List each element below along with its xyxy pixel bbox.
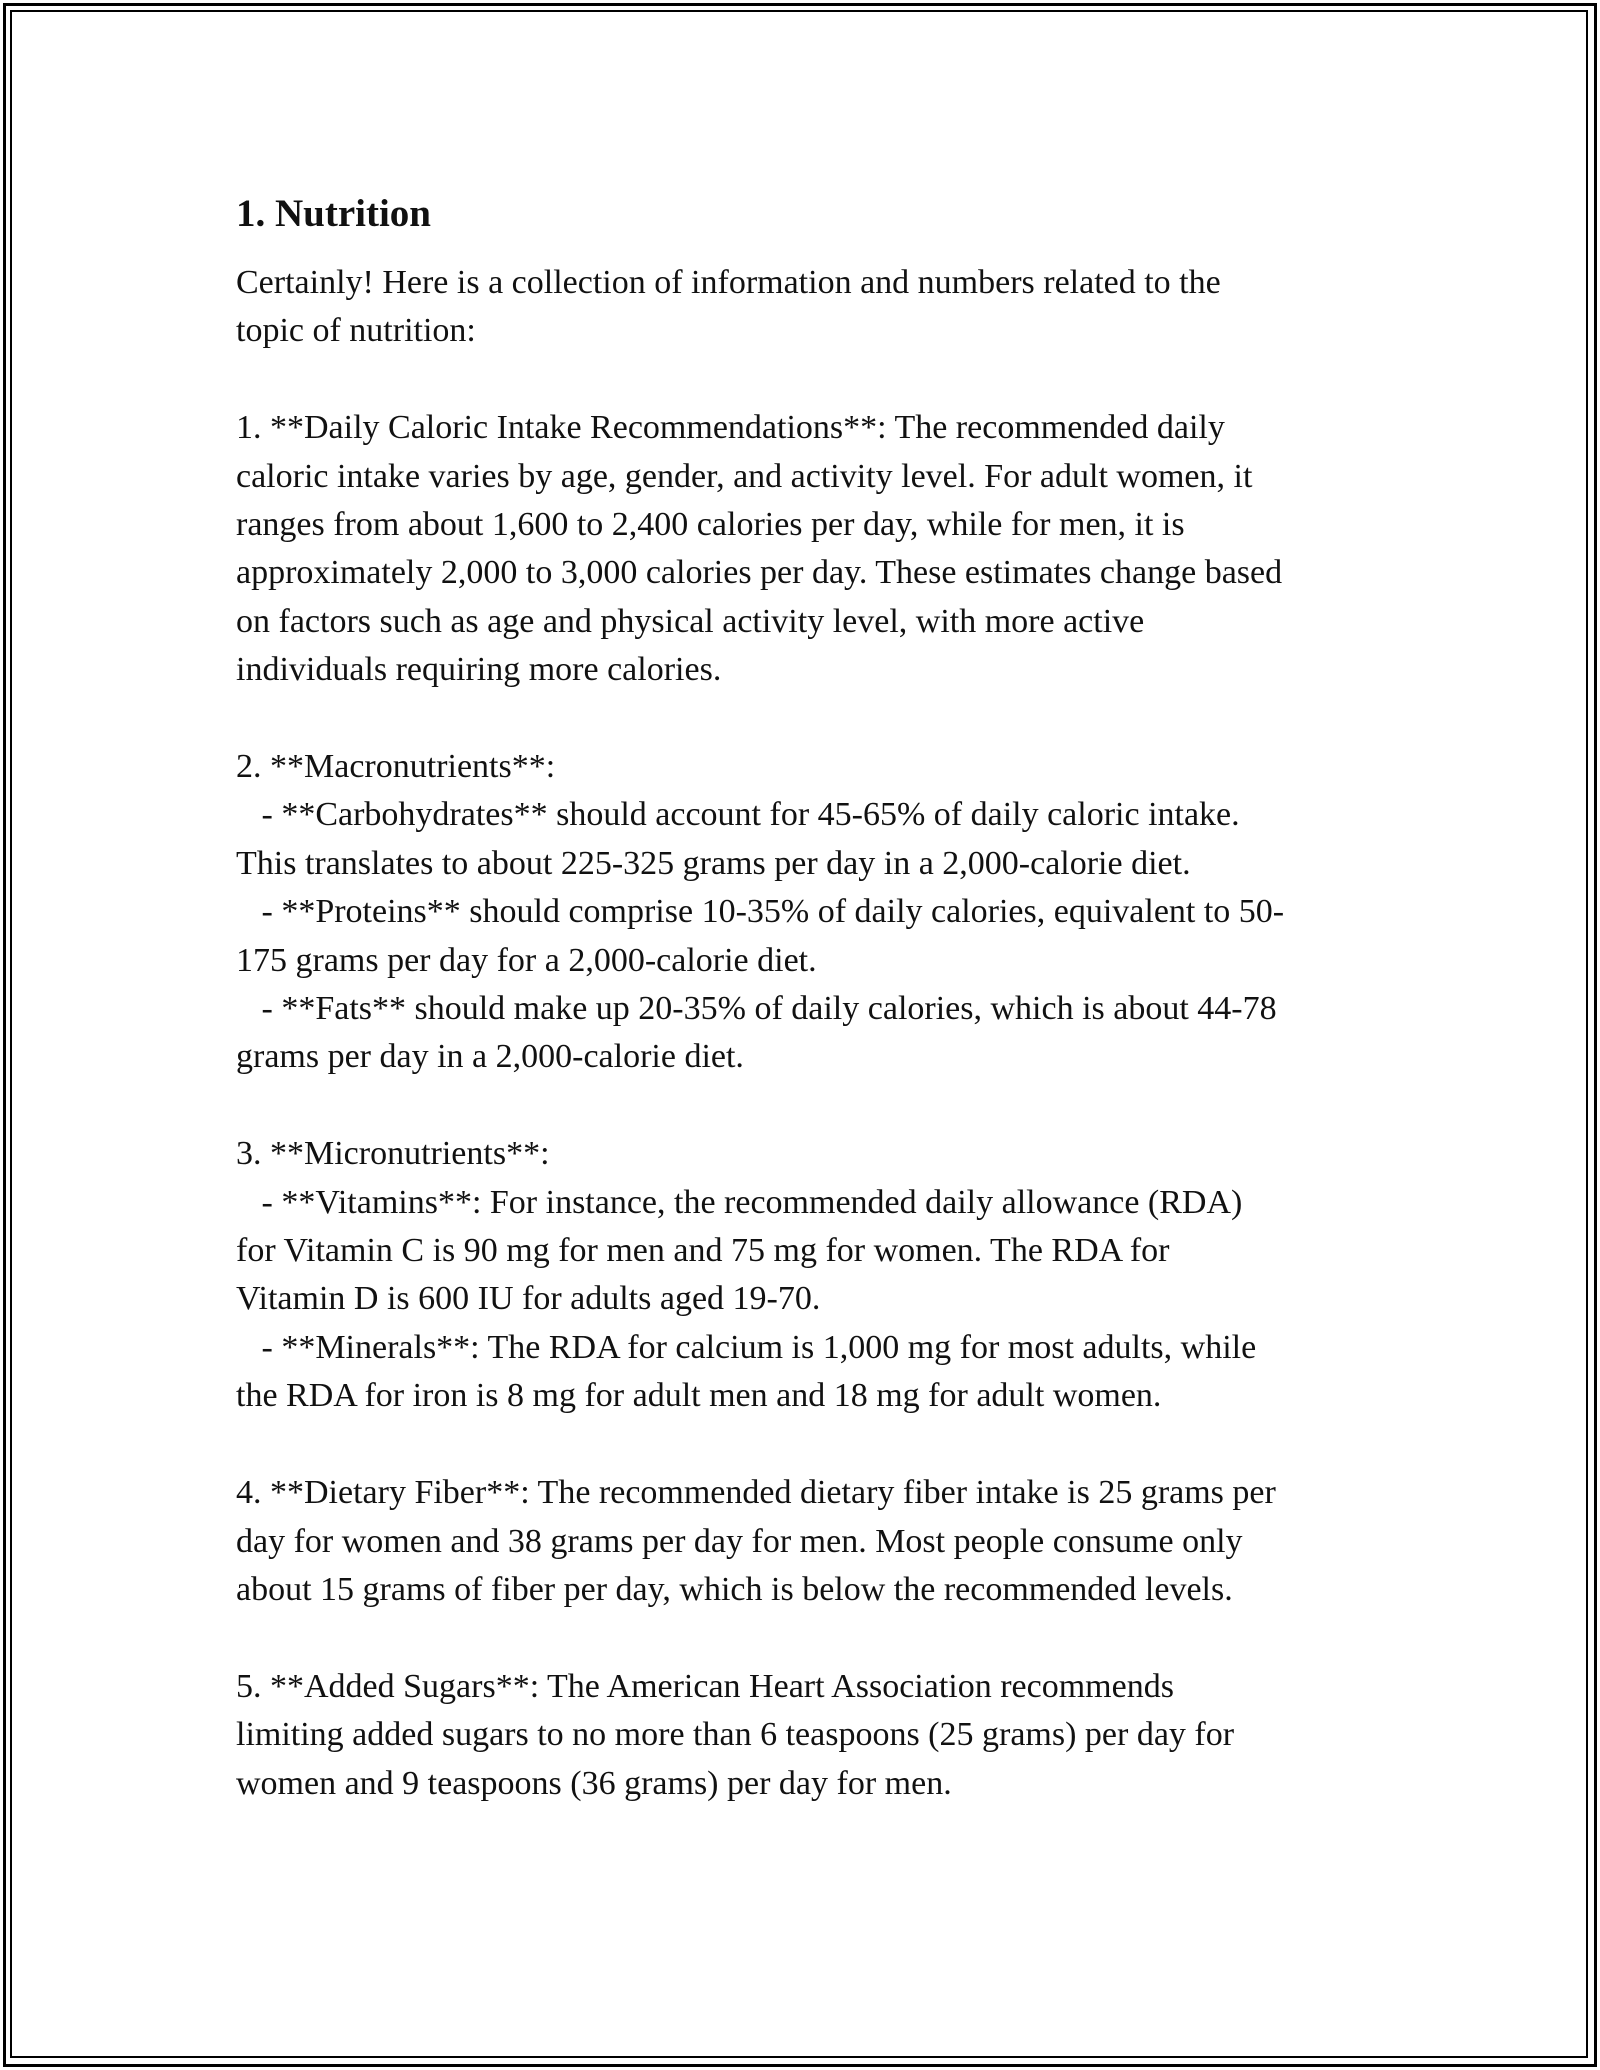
paragraph-spacer [236, 1421, 1376, 1469]
section-micronutrients: 3. **Micronutrients**: - **Vitamins**: For instance, the recommended daily allowance (RDA) for Vitamin C is 90 mg for men and 75 mg for women. The RDA for Vitamin D is 600 IU for adults aged 19-70. - **Minerals**: The RDA for calcium is 1,000 mg for most adults, while the RDA for iron is 8 mg for adult men and 18 mg for adult women. [236, 1135, 1257, 1415]
document-body [236, 186, 1376, 1808]
paragraph-spacer [236, 1082, 1376, 1130]
section-macronutrients: 2. **Macronutrients**: - **Carbohydrates** should account for 45-65% of daily caloric intake. This translates to about 225-325 grams per day in a 2,000-calorie diet. - **Proteins** should comprise 10-35% of daily calories, equivalent to 50- 175 grams per day for a 2,000-calorie diet. - **Fats** should make up 20-35% of daily calories, which is about 44-78 grams per day in a 2,000-calorie diet. [236, 748, 1285, 1076]
section-dietary-fiber: 4. **Dietary Fiber**: The recommended dietary fiber intake is 25 grams per day for women and 38 grams per day for men. Most people consume only about 15 grams of fiber per day, which is below the recommended levels. [236, 1474, 1276, 1608]
section-added-sugars: 5. **Added Sugars**: The American Heart Association recommends limiting added sugars to no more than 6 teaspoons (25 grams) per day for women and 9 teaspoons (36 grams) per day for men. [236, 1667, 1235, 1802]
intro-paragraph: Certainly! Here is a collection of information and numbers related to the topic of nutrition: [236, 264, 1221, 350]
paragraph-spacer [236, 1614, 1376, 1662]
paragraph-spacer [236, 356, 1376, 404]
document-title: 1. Nutrition [236, 192, 431, 235]
paragraph-spacer [236, 695, 1376, 743]
section-caloric-intake: 1. **Daily Caloric Intake Recommendations**: The recommended daily caloric intake varies by age, gender, and activity level. For adult women, it ranges from about 1,600 to 2,400 calories per day, while for men, it is approximately 2,000 to 3,000 calories per day. These estimates change based on factors such as age and physical activity level, with more active individuals requiring more calories. [236, 409, 1283, 689]
